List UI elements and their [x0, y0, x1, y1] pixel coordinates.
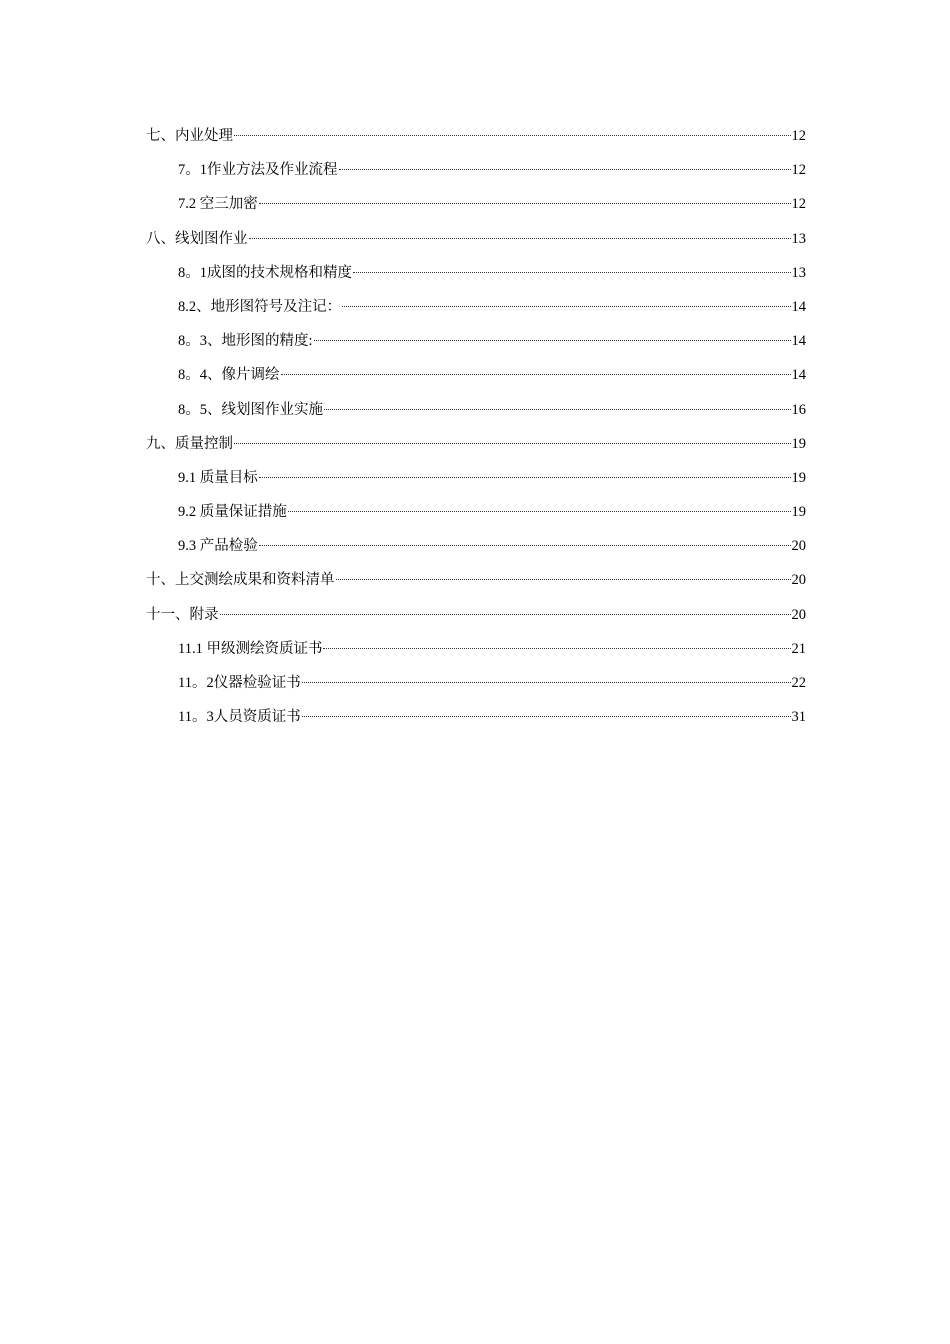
toc-entry-label: 8。5、线划图作业实施 — [178, 401, 323, 418]
toc-entry-8-4[interactable] — [146, 363, 806, 397]
toc-entry-7[interactable] — [146, 124, 806, 158]
toc-page-number: 21 — [791, 640, 806, 657]
toc-entry-11-3[interactable] — [146, 705, 806, 739]
toc-entry-label: 9.2 质量保证措施 — [178, 504, 287, 521]
toc-page-number: 12 — [791, 196, 806, 213]
toc-entry-label: 8。4、像片调绘 — [178, 367, 280, 384]
toc-entry-8-2[interactable] — [146, 295, 806, 329]
toc-entry-9-1[interactable] — [146, 466, 806, 500]
toc-entry-label: 七、内业处理 — [146, 128, 233, 144]
toc-page-number: 19 — [791, 435, 806, 452]
toc-page-number: 13 — [791, 264, 806, 281]
toc-entry-label: 十一、附录 — [146, 606, 219, 623]
toc-entry-9[interactable] — [146, 432, 806, 466]
toc-entry-label: 7.2 空三加密 — [178, 196, 258, 213]
toc-entry-8-5[interactable] — [146, 398, 806, 432]
toc-page-number: 19 — [791, 504, 806, 521]
toc-dot-leader — [324, 409, 791, 410]
toc-page-number: 12 — [791, 162, 806, 179]
toc-dot-leader — [314, 340, 791, 341]
toc-page-number: 14 — [791, 367, 806, 384]
toc-entry-label: 八、线划图作业 — [146, 230, 248, 247]
toc-page-number: 13 — [791, 230, 806, 247]
toc-entry-8-3[interactable] — [146, 329, 806, 363]
toc-entry-11-2[interactable] — [146, 671, 806, 705]
toc-entry-8[interactable] — [146, 227, 806, 261]
toc-dot-leader — [234, 443, 791, 444]
toc-page-number: 20 — [791, 606, 806, 623]
toc-dot-leader — [302, 716, 791, 717]
toc-page-number: 12 — [791, 128, 806, 144]
toc-dot-leader — [288, 511, 791, 512]
toc-entry-11-1[interactable] — [146, 637, 806, 671]
toc-dot-leader — [353, 272, 791, 273]
toc-entry-label: 九、质量控制 — [146, 435, 233, 452]
toc-dot-leader — [249, 238, 791, 239]
toc-page-number: 31 — [791, 709, 806, 726]
toc-page-number: 20 — [791, 572, 806, 589]
toc-entry-label: 8。1成图的技术规格和精度 — [178, 264, 352, 281]
toc-dot-leader — [336, 579, 791, 580]
toc-entry-label: 8。3、地形图的精度: — [178, 333, 313, 350]
toc-entry-7-1[interactable] — [146, 158, 806, 192]
toc-entry-label: 7。1作业方法及作业流程 — [178, 162, 338, 179]
toc-entry-label: 9.1 质量目标 — [178, 469, 258, 486]
toc-dot-leader — [259, 545, 791, 546]
toc-page-number: 14 — [791, 333, 806, 350]
toc-dot-leader — [259, 203, 791, 204]
toc-page-number: 19 — [791, 469, 806, 486]
toc-dot-leader — [220, 614, 791, 615]
toc-entry-label: 11.1 甲级测绘资质证书 — [178, 640, 323, 657]
toc-page-number: 20 — [791, 538, 806, 555]
toc-dot-leader — [281, 374, 791, 375]
toc-page-number: 16 — [791, 401, 806, 418]
toc-entry-7-2[interactable] — [146, 192, 806, 226]
toc-entry-9-3[interactable] — [146, 534, 806, 568]
toc-entry-11[interactable] — [146, 603, 806, 637]
toc-dot-leader — [323, 648, 790, 649]
toc-entry-9-2[interactable] — [146, 500, 806, 534]
toc-entry-label: 11。3人员资质证书 — [178, 709, 301, 726]
toc-entry-label: 9.3 产品检验 — [178, 538, 258, 555]
toc-entry-label: 8.2、地形图符号及注记： — [178, 298, 342, 315]
toc-entry-10[interactable] — [146, 568, 806, 602]
toc-entry-8-1[interactable] — [146, 261, 806, 295]
toc-dot-leader — [302, 682, 791, 683]
toc-page-number: 14 — [791, 298, 806, 315]
toc-page-number: 22 — [791, 675, 806, 691]
toc-dot-leader — [342, 306, 790, 307]
toc-dot-leader — [339, 169, 791, 170]
toc-entry-label: 十、上交测绘成果和资料清单 — [146, 572, 335, 589]
table-of-contents — [146, 124, 806, 739]
toc-entry-label: 11。2仪器检验证书 — [178, 675, 301, 691]
toc-dot-leader — [234, 135, 791, 136]
toc-dot-leader — [259, 477, 791, 478]
